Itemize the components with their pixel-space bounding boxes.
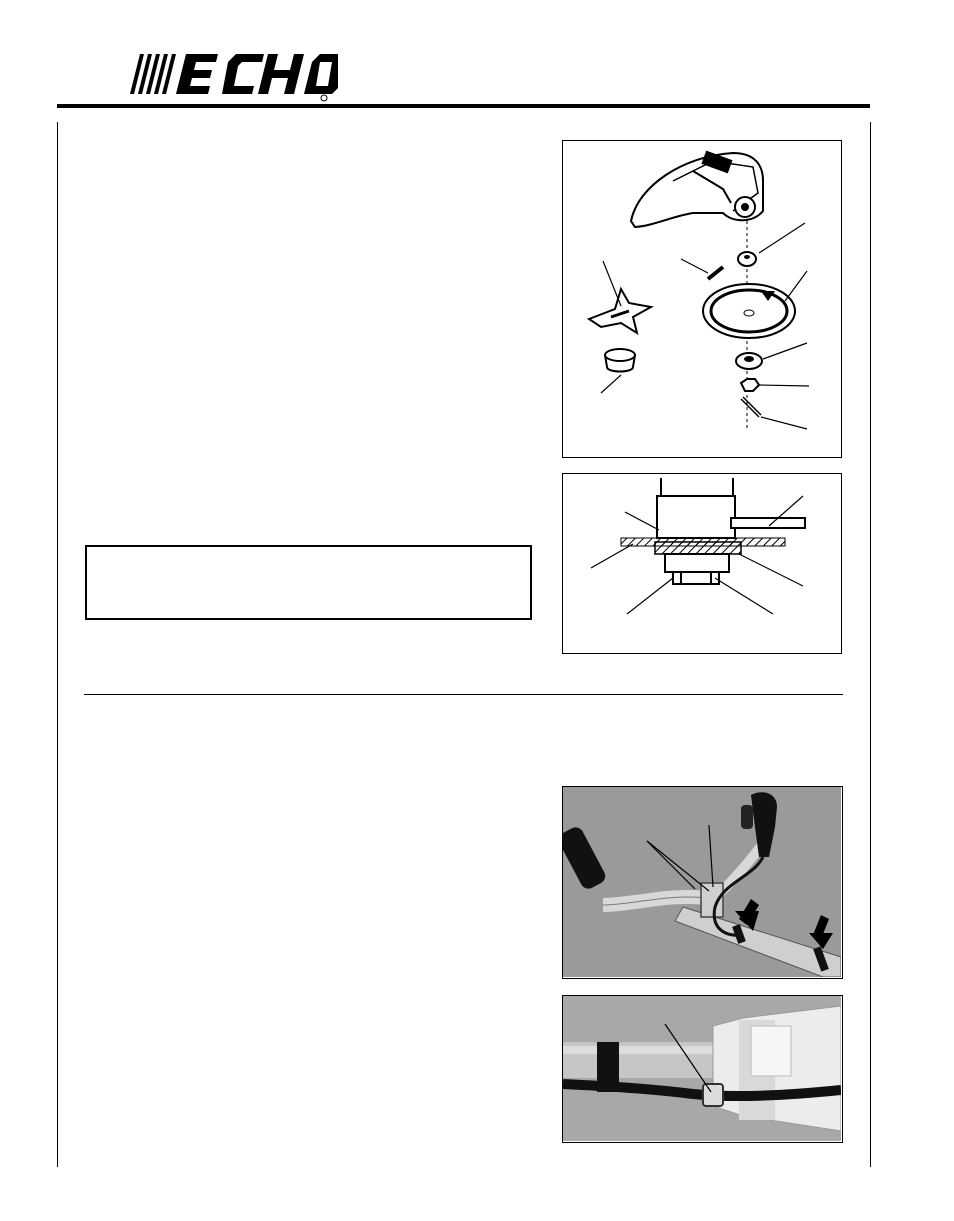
shaft-icon: [563, 1042, 723, 1078]
cotter-pin-icon: [741, 397, 761, 417]
logo-speed-stripes-icon: [130, 54, 176, 94]
blade-assembly-exploded-figure: [562, 140, 842, 458]
adapter-section-icon: [655, 542, 741, 572]
pin-icon: [708, 267, 723, 279]
locking-tool-icon: [731, 518, 805, 528]
section-divider-rule: [84, 694, 843, 695]
registered-mark-icon: [321, 95, 327, 101]
nut-icon: [741, 379, 759, 391]
upper-washer-icon: [738, 252, 756, 266]
notice-box: [85, 545, 532, 620]
header-rule: [57, 104, 870, 108]
mounting-nut-section-icon: [673, 572, 719, 584]
spacer-cup-icon: [605, 349, 635, 372]
engine-housing-icon: [713, 1006, 841, 1131]
echo-logo: [118, 48, 338, 102]
handle-and-throttle-cable-figure: [562, 786, 843, 979]
blade-mount-cross-section-figure: [562, 473, 842, 654]
logo-wordmark-icon: [176, 54, 338, 94]
lower-adapter-icon: [736, 353, 762, 369]
cable-clamp-detail-figure: [562, 995, 843, 1143]
cable-clamp-icon: [703, 1084, 723, 1106]
saw-blade-icon: [703, 284, 795, 338]
left-margin-rule: [57, 122, 58, 1167]
grass-blade-icon: [589, 289, 651, 333]
right-margin-rule: [870, 122, 871, 1167]
gear-head-icon: [657, 478, 735, 538]
blade-guard-icon: [631, 151, 763, 227]
